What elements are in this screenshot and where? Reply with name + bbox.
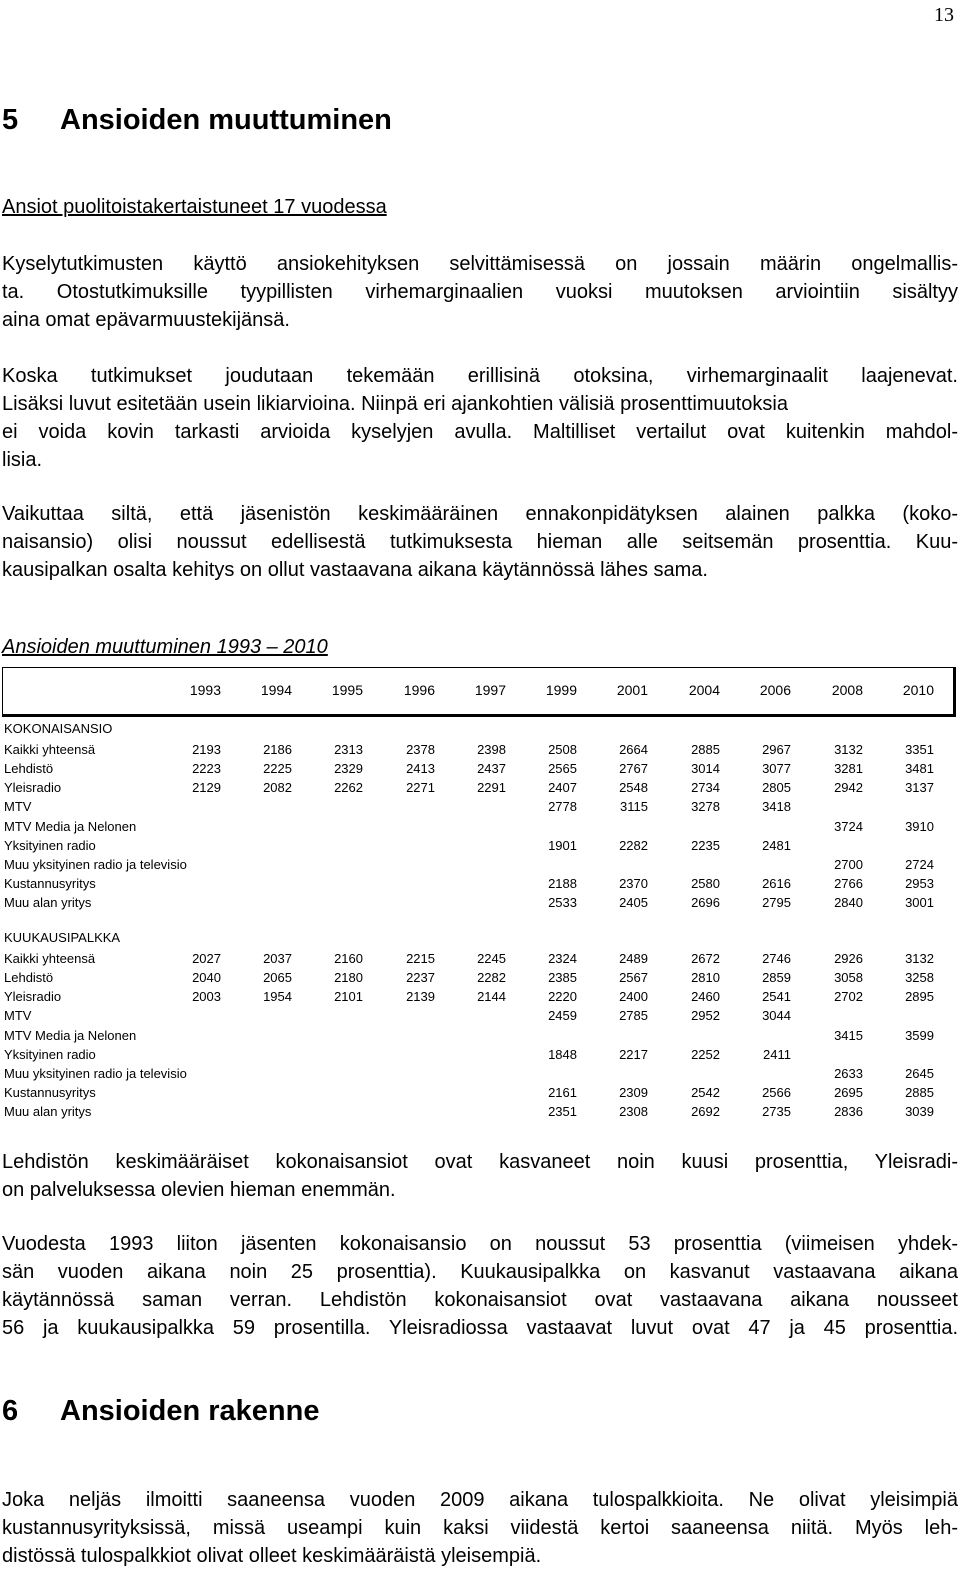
table-cell: 2967 [762, 742, 791, 758]
table-cell: 2398 [477, 742, 506, 758]
table-cell: 2309 [619, 1084, 648, 1100]
row-label: Kaikki yhteensä [4, 951, 96, 967]
table-title: Ansioiden muuttuminen 1993 – 2010 [2, 636, 328, 658]
section-5-heading [2, 104, 392, 137]
year-header: 2010 [902, 682, 934, 698]
table-cell: 2460 [691, 989, 720, 1005]
table-cell: 2533 [548, 894, 577, 910]
section-title: Ansioiden muuttuminen [60, 104, 392, 136]
row-label: Yleisradio [4, 989, 62, 1005]
text-line: ta. Otostutkimuksille tyypillisten virhemarginaalien vuoksi muutoksen arviointiin sisältyy [2, 281, 958, 303]
table-cell: 3418 [762, 799, 791, 815]
year-header: 2004 [688, 682, 720, 698]
subheading: Ansiot puolitoistakertaistuneet 17 vuodessa [2, 196, 387, 218]
row-label: Yksityinen radio [4, 837, 96, 853]
table-cell: 3077 [762, 761, 791, 777]
table-cell: 3132 [905, 951, 934, 967]
table-row [4, 1006, 956, 1025]
table-cell: 2129 [192, 780, 221, 796]
table-cell: 2734 [691, 780, 720, 796]
table-cell: 2885 [691, 742, 720, 758]
table-row [4, 987, 956, 1006]
text-line: 56 ja kuukausipalkka 59 prosentilla. Yleisradiossa vastaavat luvut ovat 47 ja 45 prosenttia. [2, 1317, 958, 1339]
table-cell: 2400 [619, 989, 648, 1005]
table-cell: 2645 [905, 1065, 934, 1081]
table-cell: 2235 [691, 837, 720, 853]
table-cell: 2308 [619, 1103, 648, 1119]
table-cell: 2139 [406, 989, 435, 1005]
table-cell: 2942 [834, 780, 863, 796]
table-cell: 2735 [762, 1103, 791, 1119]
table-row [4, 874, 956, 893]
table-cell: 2696 [691, 894, 720, 910]
row-label: MTV [4, 1008, 32, 1024]
table-cell: 3039 [905, 1103, 934, 1119]
table-cell: 2542 [691, 1084, 720, 1100]
table-cell: 2237 [406, 970, 435, 986]
table-cell: 2795 [762, 894, 791, 910]
table-cell: 2220 [548, 989, 577, 1005]
table-cell: 2692 [691, 1103, 720, 1119]
table-row [4, 797, 956, 816]
table-cell: 2672 [691, 951, 720, 967]
text-line: Kyselytutkimusten käyttö ansiokehityksen selvittämisessä on jossain määrin ongelmallis- [2, 253, 958, 275]
table-row [4, 968, 956, 987]
table-cell: 2282 [477, 970, 506, 986]
table-cell: 1954 [263, 989, 292, 1005]
table-cell: 2616 [762, 875, 791, 891]
section-title: Ansioiden rakenne [60, 1395, 320, 1427]
table-cell: 2003 [192, 989, 221, 1005]
row-label: Yleisradio [4, 780, 62, 796]
year-header: 1994 [260, 682, 292, 698]
table-row [4, 949, 956, 968]
table-cell: 2481 [762, 837, 791, 853]
year-header: 1997 [474, 682, 506, 698]
table-cell: 2378 [406, 742, 435, 758]
page-number: 13 [934, 4, 954, 26]
table-cell: 2413 [406, 761, 435, 777]
table-row [4, 836, 956, 855]
table-cell: 3044 [762, 1008, 791, 1024]
row-label: Lehdistö [4, 761, 54, 777]
table-cell: 2180 [334, 970, 363, 986]
table-cell: 3415 [834, 1027, 863, 1043]
table-cell: 2188 [548, 875, 577, 891]
table-cell: 2895 [905, 989, 934, 1005]
row-label: Lehdistö [4, 970, 54, 986]
table-cell: 2271 [406, 780, 435, 796]
year-header: 1993 [189, 682, 221, 698]
table-cell: 2252 [691, 1046, 720, 1062]
text-line: distössä tulospalkkiot olivat olleet keskimääräistä yleisempiä. [2, 1545, 542, 1567]
table-cell: 2027 [192, 951, 221, 967]
table-cell: 2217 [619, 1046, 648, 1062]
row-label: Yksityinen radio [4, 1046, 96, 1062]
table-cell: 3058 [834, 970, 863, 986]
table-cell: 2262 [334, 780, 363, 796]
text-line: kausipalkan osalta kehitys on ollut vastaavana aikana käytännössä lähes sama. [2, 559, 708, 581]
table-cell: 2193 [192, 742, 221, 758]
table-row [4, 759, 956, 778]
row-label: Muu yksityinen radio ja televisio [4, 1065, 187, 1081]
text-line: naisansio) olisi noussut edellisestä tutkimuksesta hieman alle seitsemän prosenttia. Kuu- [2, 531, 958, 553]
table-cell: 2541 [762, 989, 791, 1005]
table-cell: 3115 [620, 799, 648, 815]
table-row [4, 1045, 956, 1064]
table-section-label: KUUKAUSIPALKKA [4, 930, 121, 945]
table-cell: 3481 [905, 761, 934, 777]
text-line: sän vuoden aikana noin 25 prosenttia). Kuukausipalkka on kasvanut vastaavana aikana [2, 1261, 958, 1283]
table-cell: 2324 [548, 951, 577, 967]
table-cell: 2767 [619, 761, 648, 777]
table-cell: 2225 [263, 761, 292, 777]
table-cell: 2805 [762, 780, 791, 796]
table-cell: 2695 [834, 1084, 863, 1100]
table-cell: 2724 [905, 856, 934, 872]
table-cell: 2489 [619, 951, 648, 967]
table-cell: 2215 [406, 951, 435, 967]
year-header: 1995 [331, 682, 363, 698]
text-line: kustannusyrityksissä, missä useampi kuin kaksi viidestä kertoi saaneensa niitä. Myös leh- [2, 1517, 958, 1539]
table-cell: 3258 [905, 970, 934, 986]
table-cell: 2065 [263, 970, 292, 986]
row-label: Kustannusyritys [4, 1084, 96, 1100]
row-label: MTV [4, 799, 32, 815]
text-line: Lehdistön keskimääräiset kokonaisansiot ovat kasvaneet noin kuusi prosenttia, Yleisradi- [2, 1151, 958, 1173]
table-cell: 2040 [192, 970, 221, 986]
table-cell: 2161 [548, 1084, 577, 1100]
table-cell: 1901 [548, 837, 577, 853]
paragraph-2 [2, 362, 958, 474]
table-cell: 2405 [619, 894, 648, 910]
table-cell: 2700 [834, 856, 863, 872]
table-cell: 3724 [834, 818, 863, 834]
table-cell: 2144 [477, 989, 506, 1005]
table-cell: 2840 [834, 894, 863, 910]
year-header: 2006 [759, 682, 791, 698]
text-line: Vaikuttaa siltä, että jäsenistön keskimääräinen ennakonpidätyksen alainen palkka (koko- [2, 503, 958, 525]
table-row [4, 893, 956, 912]
table-cell: 2351 [548, 1103, 577, 1119]
table-cell: 3001 [905, 894, 934, 910]
table-cell: 3351 [905, 742, 934, 758]
table-cell: 3132 [834, 742, 863, 758]
table-cell: 2702 [834, 989, 863, 1005]
text-line: Koska tutkimukset joudutaan tekemään erillisinä otoksina, virhemarginaalit laajenevat. [2, 365, 958, 387]
text-line: lisia. [2, 449, 43, 471]
table-cell: 2953 [905, 875, 934, 891]
table-cell: 2385 [548, 970, 577, 986]
row-label: Muu yksityinen radio ja televisio [4, 856, 187, 872]
table-cell: 2664 [619, 742, 648, 758]
table-cell: 2810 [691, 970, 720, 986]
table-cell: 2566 [762, 1084, 791, 1100]
section-number: 6 [2, 1395, 19, 1427]
row-label: Kaikki yhteensä [4, 742, 96, 758]
table-cell: 2746 [762, 951, 791, 967]
row-label: Muu alan yritys [4, 894, 92, 910]
table-cell: 2437 [477, 761, 506, 777]
table-cell: 2952 [691, 1008, 720, 1024]
text-line: käytännössä saman verran. Lehdistön kokonaisansiot ovat vastaavana aikana nousseet [2, 1289, 958, 1311]
text-line: on palveluksessa olevien hieman enemmän. [2, 1179, 396, 1201]
table-cell: 1848 [548, 1046, 577, 1062]
table-cell: 2565 [548, 761, 577, 777]
row-label: Muu alan yritys [4, 1103, 92, 1119]
row-label: MTV Media ja Nelonen [4, 1027, 137, 1043]
table-cell: 2186 [263, 742, 292, 758]
table-cell: 3281 [834, 761, 863, 777]
year-header: 2001 [616, 682, 648, 698]
year-header: 1996 [403, 682, 435, 698]
paragraph-1 [2, 250, 958, 334]
table-cell: 2580 [691, 875, 720, 891]
table-cell: 3278 [691, 799, 720, 815]
text-line: Joka neljäs ilmoitti saaneensa vuoden 2009 aikana tulospalkkioita. Ne olivat yleisimpiä [2, 1489, 958, 1511]
table-cell: 2411 [763, 1046, 791, 1062]
table-row [4, 740, 956, 759]
table-cell: 2836 [834, 1103, 863, 1119]
text-line: ei voida kovin tarkasti arvioida kyselyjen avulla. Maltilliset vertailut ovat kuitenkin mahdol- [2, 421, 958, 443]
table-cell: 3137 [905, 780, 934, 796]
table-cell: 2282 [619, 837, 648, 853]
table-row [4, 1026, 956, 1045]
table-row [4, 778, 956, 797]
table-cell: 2567 [619, 970, 648, 986]
table-cell: 2459 [548, 1008, 577, 1024]
table-cell: 3014 [691, 761, 720, 777]
section-6-heading [2, 1395, 319, 1428]
table-cell: 2766 [834, 875, 863, 891]
table-row [4, 817, 956, 836]
table-cell: 2926 [834, 951, 863, 967]
row-label: Kustannusyritys [4, 875, 96, 891]
table-cell: 2778 [548, 799, 577, 815]
table-row [4, 1064, 956, 1083]
paragraph-4 [2, 1148, 958, 1204]
table-cell: 2508 [548, 742, 577, 758]
text-line: Vuodesta 1993 liiton jäsenten kokonaisansio on noussut 53 prosenttia (viimeisen yhdek- [2, 1233, 958, 1255]
section-number: 5 [2, 104, 19, 136]
year-header: 2008 [831, 682, 863, 698]
table-cell: 2859 [762, 970, 791, 986]
paragraph-5 [2, 1230, 958, 1342]
table-row [4, 855, 956, 874]
table-cell: 2370 [619, 875, 648, 891]
paragraph-6 [2, 1486, 958, 1570]
table-cell: 2329 [334, 761, 363, 777]
table-section-label: KOKONAISANSIO [4, 721, 113, 736]
table-cell: 2037 [263, 951, 292, 967]
table-cell: 2407 [548, 780, 577, 796]
table-row [4, 1102, 956, 1121]
table-cell: 2101 [334, 989, 363, 1005]
table-cell: 2082 [263, 780, 292, 796]
table-cell: 2633 [834, 1065, 863, 1081]
table-cell: 2245 [477, 951, 506, 967]
table-cell: 2313 [334, 742, 363, 758]
text-line: aina omat epävarmuustekijänsä. [2, 309, 290, 331]
table-cell: 3910 [905, 818, 934, 834]
row-label: MTV Media ja Nelonen [4, 818, 137, 834]
table-cell: 2291 [477, 780, 506, 796]
table-cell: 2223 [192, 761, 221, 777]
text-line: Lisäksi luvut esitetään usein likiarvioina. Niinpä eri ajankohtien välisiä prosenttimuutoksia [2, 393, 788, 415]
table-cell: 2785 [619, 1008, 648, 1024]
table-cell: 2160 [334, 951, 363, 967]
table-cell: 3599 [905, 1027, 934, 1043]
paragraph-3 [2, 500, 958, 584]
table-cell: 2885 [905, 1084, 934, 1100]
year-header: 1999 [545, 682, 577, 698]
table-row [4, 1083, 956, 1102]
table-cell: 2548 [619, 780, 648, 796]
